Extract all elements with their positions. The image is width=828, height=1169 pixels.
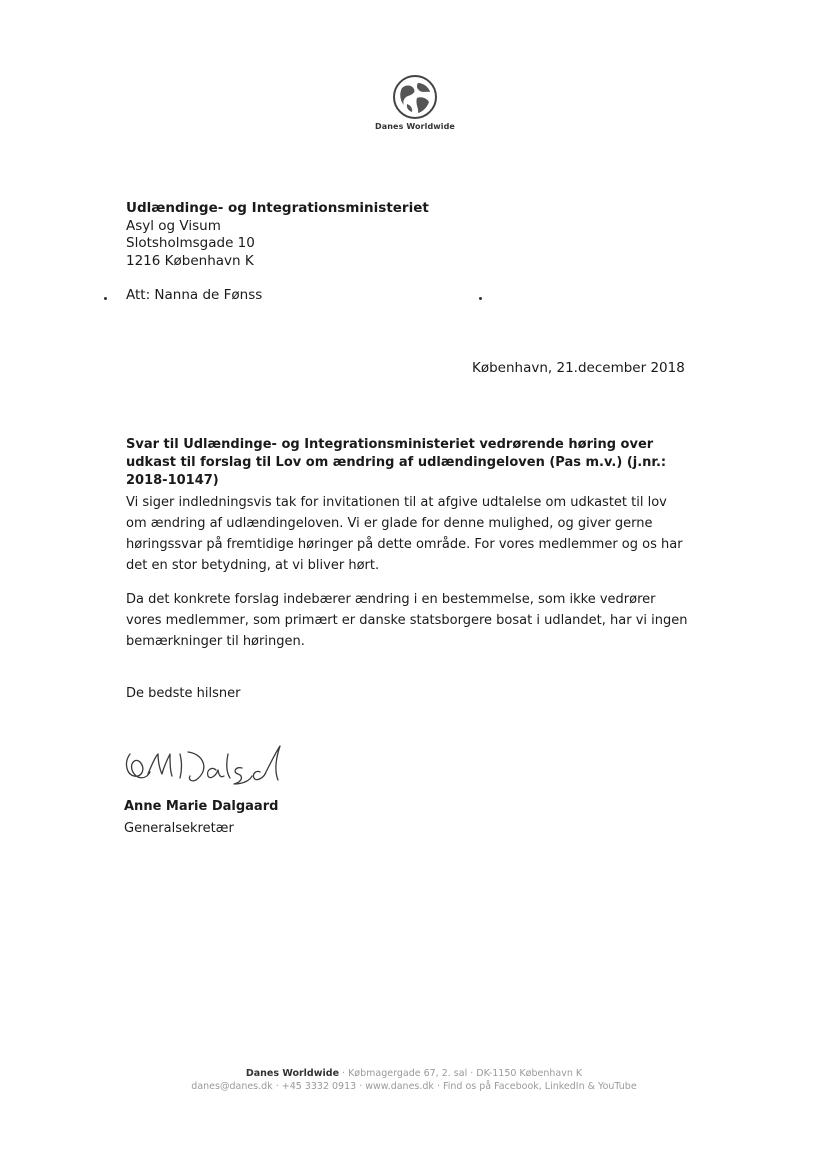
margin-dot (104, 297, 107, 300)
recipient-city: 1216 København K (126, 252, 254, 269)
body-paragraph-1: Vi siger indledningsvis tak for invitationen til at afgive udtalelse om udkastet til lov om ændring af udlændingeloven. Vi er glade for denne mulighed, og giver gerne høringssvar på fremtidige høringer på dette område. For vores medlemmer og os har det en stor betydning, at vi bliver hørt. (126, 495, 683, 573)
logo-text: Danes Worldwide (375, 122, 455, 131)
recipient-address (126, 200, 429, 270)
footer-brand: Danes Worldwide (245, 1068, 340, 1079)
recipient-department: Asyl og Visum (126, 217, 221, 234)
signer-title: Generalsekretær (124, 821, 234, 836)
letter-subject: Svar til Udlændinge- og Integrationsministeriet vedrørende høring over udkast til forslag til Lov om ændring af udlændingeloven (Pas m.v.) (j.nr.: 2018-10147) (126, 437, 667, 488)
footer-address: · Købmagergade 67, 2. sal · DK-1150 København K (339, 1068, 583, 1079)
recipient-street: Slotsholmsgade 10 (126, 235, 255, 251)
letter-footer (0, 1067, 828, 1093)
letter-date: København, 21.december 2018 (472, 360, 685, 376)
logo (370, 74, 460, 131)
footer-contact: danes@danes.dk · +45 3332 0913 · www.danes.dk · Find os på Facebook, LinkedIn & YouTube (191, 1081, 637, 1092)
body-paragraph-2: Da det konkrete forslag indebærer ændring i en bestemmelse, som ikke vedrører vores medlemmer, som primært er danske statsborgere bosat i udlandet, har vi ingen bemærkninger til høringen. (126, 592, 688, 649)
margin-dot (479, 297, 482, 300)
recipient-organization: Udlændinge- og Integrationsministeriet (126, 200, 429, 216)
signer-name: Anne Marie Dalgaard (124, 799, 279, 814)
globe-icon (392, 74, 438, 120)
handwritten-signature (118, 740, 298, 796)
attention-line: Att: Nanna de Fønss (126, 287, 263, 303)
footer-line-1 (0, 1067, 828, 1080)
closing-phrase: De bedste hilsner (126, 686, 241, 701)
